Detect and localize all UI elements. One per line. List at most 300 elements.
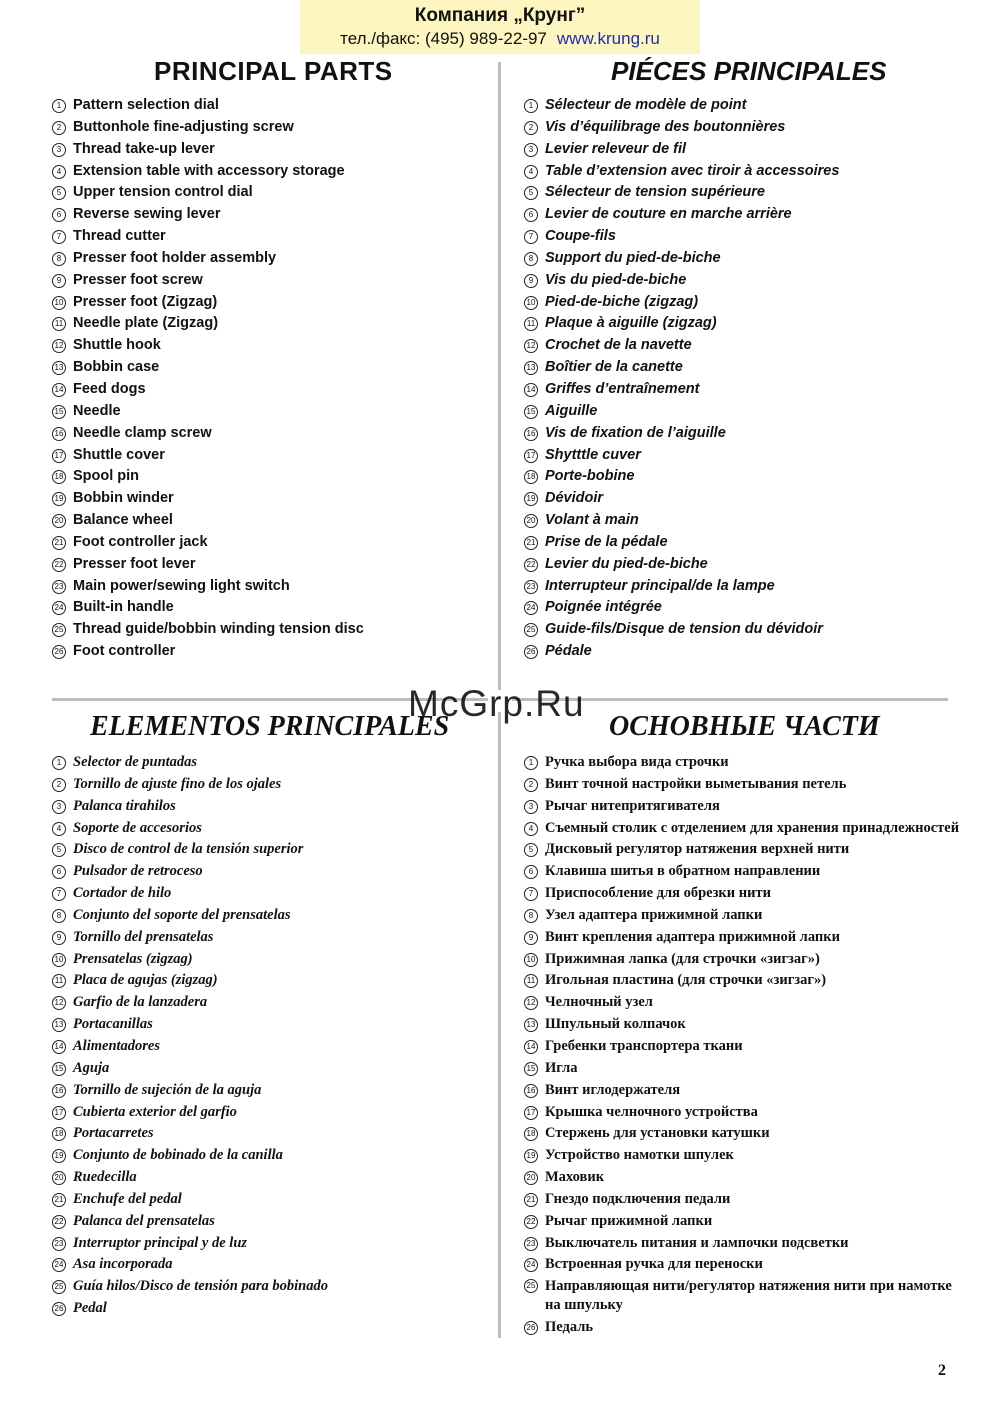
item-label: Palanca tirahilos	[73, 797, 176, 814]
company-contact	[300, 28, 700, 50]
list-item	[52, 270, 364, 292]
item-label: Built-in handle	[73, 599, 174, 616]
list-item	[524, 641, 839, 663]
list-item	[52, 532, 364, 554]
list-item	[52, 839, 328, 861]
list-item	[52, 292, 364, 314]
item-number-badge: 5	[52, 843, 66, 857]
column-divider-bottom	[498, 712, 501, 1338]
item-number-badge: 22	[524, 558, 538, 572]
item-number-badge: 1	[524, 756, 538, 770]
list-item	[52, 1014, 328, 1036]
item-number-badge: 24	[524, 1258, 538, 1272]
list-item	[52, 1080, 328, 1102]
item-number-badge: 11	[52, 974, 66, 988]
list-item	[52, 970, 328, 992]
parts-list-french	[524, 95, 839, 663]
item-number-badge: 1	[524, 99, 538, 113]
item-number-badge: 24	[52, 601, 66, 615]
item-number-badge: 1	[52, 756, 66, 770]
item-number-badge: 3	[52, 800, 66, 814]
list-item	[524, 248, 839, 270]
item-number-badge: 20	[52, 1171, 66, 1185]
item-number-badge: 13	[52, 361, 66, 375]
item-number-badge: 8	[524, 909, 538, 923]
item-number-badge: 15	[524, 1062, 538, 1076]
item-number-badge: 7	[524, 887, 538, 901]
list-item	[524, 905, 954, 927]
list-item	[524, 1189, 954, 1211]
list-item	[524, 1123, 954, 1145]
item-number-badge: 23	[524, 1237, 538, 1251]
item-label: Interrupteur principal/de la lampe	[545, 577, 775, 594]
item-number-badge: 17	[52, 449, 66, 463]
item-number-badge: 26	[524, 1321, 538, 1335]
item-label: Pattern selection dial	[73, 97, 219, 113]
list-item	[52, 992, 328, 1014]
list-item	[52, 576, 364, 598]
item-number-badge: 18	[524, 1127, 538, 1141]
item-number-badge: 21	[524, 536, 538, 550]
list-item	[524, 1036, 954, 1058]
item-label: Vis de fixation de l’aiguille	[545, 424, 726, 441]
parts-list-russian	[524, 752, 960, 1339]
list-item	[524, 752, 954, 774]
list-item	[524, 379, 839, 401]
item-number-badge: 19	[52, 1149, 66, 1163]
list-item	[524, 226, 839, 248]
item-label: Aiguille	[545, 402, 598, 419]
item-number-badge: 20	[524, 1171, 538, 1185]
item-number-badge: 6	[524, 208, 538, 222]
item-label: Рычаг прижимной лапки	[545, 1212, 713, 1229]
item-number-badge: 14	[524, 1040, 538, 1054]
list-item	[52, 95, 364, 117]
list-item	[52, 401, 364, 423]
item-number-badge: 4	[52, 165, 66, 179]
item-label: Guide-fils/Disque de tension du dévidoir	[545, 621, 823, 638]
list-item	[524, 597, 839, 619]
item-label: Presser foot lever	[73, 555, 196, 572]
list-item	[52, 1123, 328, 1145]
item-number-badge: 21	[52, 1193, 66, 1207]
item-label: Tornillo de ajuste fino de los ojales	[73, 775, 282, 792]
item-label: Portacarretes	[73, 1125, 154, 1142]
list-item	[52, 1276, 328, 1298]
list-item	[52, 182, 364, 204]
item-label: Griffes d’entraînement	[545, 380, 700, 397]
list-item	[52, 949, 328, 971]
list-item	[524, 1014, 954, 1036]
item-label: Tornillo de sujeción de la aguja	[73, 1081, 262, 1098]
company-name: Компания „Крунг”	[414, 5, 586, 26]
item-number-badge: 7	[524, 230, 538, 244]
item-label: Pedal	[73, 1300, 107, 1317]
item-label: Spool pin	[73, 468, 140, 485]
item-label: Foot controller jack	[73, 533, 208, 550]
item-number-badge: 23	[524, 580, 538, 594]
list-item	[524, 313, 839, 335]
watermark: McGrp.Ru	[408, 683, 585, 724]
heading-osnovnye-chasti: ОСНОВНЫЕ ЧАСТИ	[609, 711, 880, 742]
item-number-badge: 24	[524, 601, 538, 615]
item-label: Prensatelas (zigzag)	[73, 950, 193, 967]
item-label: Levier de couture en marche arrière	[545, 206, 792, 223]
list-item	[52, 357, 364, 379]
list-item	[52, 619, 364, 641]
item-number-badge: 25	[52, 623, 66, 637]
list-item	[524, 774, 954, 796]
item-number-badge: 5	[524, 843, 538, 857]
list-item	[52, 248, 364, 270]
list-item	[524, 927, 954, 949]
item-label: Crochet de la navette	[545, 337, 692, 354]
item-label: Selector de puntadas	[73, 754, 198, 770]
item-label: Клавиша шитья в обратном направлении	[545, 863, 821, 880]
heading-elementos-principales: ELEMENTOS PRINCIPALES	[90, 711, 450, 742]
list-item	[524, 576, 839, 598]
item-number-badge: 15	[52, 1062, 66, 1076]
list-item	[52, 1233, 328, 1255]
item-number-badge: 8	[524, 252, 538, 266]
item-number-badge: 24	[52, 1258, 66, 1272]
item-label: Винт крепления адаптера прижимной лапки	[545, 928, 840, 945]
item-number-badge: 10	[52, 953, 66, 967]
item-label: Reverse sewing lever	[73, 206, 221, 223]
column-divider-top	[498, 62, 501, 690]
list-item	[524, 1254, 954, 1276]
item-label: Shuttle hook	[73, 337, 161, 354]
list-item	[52, 313, 364, 335]
item-number-badge: 12	[524, 996, 538, 1010]
item-number-badge: 5	[524, 186, 538, 200]
item-label: Ruedecilla	[73, 1169, 137, 1186]
item-label: Выключатель питания и лампочки подсветки	[545, 1234, 849, 1251]
list-item	[52, 883, 328, 905]
list-item	[52, 1298, 328, 1320]
list-item	[52, 1036, 328, 1058]
item-label: Vis d’équilibrage des boutonnières	[545, 118, 786, 135]
item-label: Стержень для установки катушки	[545, 1125, 770, 1142]
item-label: Disco de control de la tensión superior	[73, 841, 304, 858]
item-label: Poignée intégrée	[545, 599, 662, 616]
item-number-badge: 3	[524, 143, 538, 157]
list-item	[524, 1058, 954, 1080]
list-item	[524, 204, 839, 226]
item-label: Presser foot holder assembly	[73, 249, 277, 266]
item-number-badge: 2	[524, 121, 538, 135]
item-label: Coupe-fils	[545, 228, 616, 245]
item-number-badge: 22	[52, 1215, 66, 1229]
item-label: Приспособление для обрезки нити	[545, 885, 771, 902]
item-number-badge: 25	[52, 1280, 66, 1294]
item-number-badge: 11	[524, 317, 538, 331]
item-label: Conjunto del soporte del prensatelas	[73, 906, 291, 923]
item-label: Thread guide/bobbin winding tension disc	[73, 621, 364, 638]
item-label: Челночный узел	[545, 994, 653, 1011]
item-number-badge: 16	[52, 1084, 66, 1098]
list-item	[524, 95, 839, 117]
list-item	[52, 226, 364, 248]
item-label: Aguja	[73, 1059, 110, 1076]
item-label: Встроенная ручка для переноски	[545, 1256, 763, 1273]
list-item	[52, 1145, 328, 1167]
item-label: Гребенки транспортера ткани	[545, 1037, 743, 1054]
item-label: Thread take-up lever	[73, 140, 215, 157]
item-number-badge: 8	[52, 909, 66, 923]
list-item	[524, 401, 839, 423]
list-item	[524, 117, 839, 139]
list-item	[52, 204, 364, 226]
item-number-badge: 10	[524, 296, 538, 310]
item-number-badge: 3	[52, 143, 66, 157]
item-label: Pulsador de retroceso	[73, 863, 203, 880]
item-label: Soporte de accesorios	[73, 819, 202, 836]
item-label: Cubierta exterior del garfio	[73, 1103, 237, 1120]
item-number-badge: 10	[524, 953, 538, 967]
item-label: Шпульный колпачок	[545, 1016, 686, 1033]
item-label: Alimentadores	[73, 1037, 161, 1054]
company-phone: тел./факс: (495) 989-22-97	[340, 29, 547, 48]
list-item	[524, 992, 954, 1014]
item-number-badge: 7	[52, 887, 66, 901]
list-item	[52, 423, 364, 445]
item-number-badge: 16	[52, 427, 66, 441]
item-number-badge: 3	[524, 800, 538, 814]
item-label: Sélecteur de modèle de point	[545, 97, 747, 113]
list-item	[524, 883, 954, 905]
item-number-badge: 2	[52, 121, 66, 135]
item-number-badge: 12	[52, 339, 66, 353]
list-item	[52, 1211, 328, 1233]
item-number-badge: 23	[52, 1237, 66, 1251]
list-item	[52, 379, 364, 401]
list-item	[52, 161, 364, 183]
list-item	[52, 466, 364, 488]
item-label: Vis du pied-de-biche	[545, 271, 687, 288]
item-label: Маховик	[545, 1169, 605, 1186]
list-item	[524, 1211, 954, 1233]
item-number-badge: 5	[52, 186, 66, 200]
item-label: Bobbin winder	[73, 490, 174, 507]
item-number-badge: 7	[52, 230, 66, 244]
item-number-badge: 18	[52, 470, 66, 484]
item-label: Upper tension control dial	[73, 184, 253, 201]
parts-list-spanish	[52, 752, 328, 1320]
item-label: Рычаг нитепритягивателя	[545, 797, 720, 814]
list-item	[524, 357, 839, 379]
item-number-badge: 21	[52, 536, 66, 550]
item-number-badge: 12	[52, 996, 66, 1010]
item-label: Conjunto de bobinado de la canilla	[73, 1147, 283, 1164]
list-item	[52, 554, 364, 576]
item-label: Pied-de-biche (zigzag)	[545, 293, 699, 310]
list-item	[524, 1080, 954, 1102]
item-label: Placa de agujas (zigzag)	[73, 972, 218, 989]
item-label: Dévidoir	[545, 490, 604, 507]
list-item	[52, 905, 328, 927]
list-item	[52, 445, 364, 467]
item-label: Presser foot screw	[73, 271, 203, 288]
item-number-badge: 20	[524, 514, 538, 528]
list-item	[52, 774, 328, 796]
list-item	[52, 796, 328, 818]
item-number-badge: 9	[524, 931, 538, 945]
item-number-badge: 25	[524, 1279, 538, 1293]
company-url[interactable]: www.krung.ru	[556, 29, 660, 48]
list-item	[524, 1145, 954, 1167]
item-number-badge: 1	[52, 99, 66, 113]
item-label: Дисковый регулятор натяжения верхней нити	[545, 841, 850, 858]
item-label: Feed dogs	[73, 380, 146, 397]
list-item	[52, 818, 328, 840]
item-number-badge: 8	[52, 252, 66, 266]
item-number-badge: 13	[52, 1018, 66, 1032]
item-number-badge: 17	[524, 449, 538, 463]
item-number-badge: 23	[52, 580, 66, 594]
item-label: Bobbin case	[73, 359, 160, 376]
item-label: Винт иглодержателя	[545, 1081, 681, 1098]
item-number-badge: 9	[524, 274, 538, 288]
list-item	[524, 839, 954, 861]
item-label: Asa incorporada	[73, 1256, 173, 1273]
item-label: Педаль	[545, 1319, 594, 1336]
item-label: Boîtier de la canette	[545, 359, 683, 376]
list-item	[524, 970, 954, 992]
list-item	[52, 488, 364, 510]
list-item	[524, 1276, 954, 1317]
list-item	[524, 292, 839, 314]
item-number-badge: 25	[524, 623, 538, 637]
list-item	[52, 510, 364, 532]
item-label: Extension table with accessory storage	[73, 162, 345, 179]
item-number-badge: 26	[52, 645, 66, 659]
list-item	[524, 1233, 954, 1255]
item-number-badge: 4	[524, 165, 538, 179]
item-label: Enchufe del pedal	[73, 1190, 182, 1207]
item-number-badge: 6	[52, 865, 66, 879]
item-number-badge: 17	[52, 1106, 66, 1120]
item-label: Buttonhole fine-adjusting screw	[73, 118, 294, 135]
item-number-badge: 6	[52, 208, 66, 222]
item-number-badge: 14	[524, 383, 538, 397]
item-label: Съемный столик с отделением для хранения принадлежностей	[545, 819, 960, 836]
item-label: Volant à main	[545, 512, 639, 529]
item-number-badge: 11	[524, 974, 538, 988]
list-item	[52, 117, 364, 139]
item-number-badge: 15	[524, 405, 538, 419]
list-item	[52, 1102, 328, 1124]
item-label: Table d’extension avec tiroir à accessoires	[545, 162, 840, 179]
item-label: Needle clamp screw	[73, 424, 212, 441]
item-label: Узел адаптера прижимной лапки	[545, 906, 763, 923]
item-label: Porte-bobine	[545, 468, 635, 485]
list-item	[52, 335, 364, 357]
list-item	[52, 641, 364, 663]
heading-principal-parts: PRINCIPAL PARTS	[154, 56, 393, 86]
item-number-badge: 9	[52, 931, 66, 945]
list-item	[52, 1058, 328, 1080]
list-item	[52, 752, 328, 774]
item-number-badge: 2	[524, 778, 538, 792]
list-item	[524, 1167, 954, 1189]
item-label: Cortador de hilo	[73, 885, 172, 902]
list-item	[524, 1317, 954, 1339]
list-item	[52, 1167, 328, 1189]
item-number-badge: 10	[52, 296, 66, 310]
item-label: Balance wheel	[73, 512, 173, 529]
list-item	[524, 818, 960, 840]
item-label: Main power/sewing light switch	[73, 577, 290, 594]
list-item	[524, 619, 839, 641]
item-label: Plaque à aiguille (zigzag)	[545, 315, 717, 332]
list-item	[524, 445, 839, 467]
item-label: Shuttle cover	[73, 446, 165, 463]
parts-list-english	[52, 95, 364, 663]
item-number-badge: 4	[52, 822, 66, 836]
list-item	[524, 335, 839, 357]
list-item	[524, 423, 839, 445]
item-label: Прижимная лапка (для строчки «зигзаг»)	[545, 950, 820, 967]
item-label: Needle plate (Zigzag)	[73, 315, 219, 332]
item-number-badge: 12	[524, 339, 538, 353]
item-number-badge: 11	[52, 317, 66, 331]
list-item	[524, 532, 839, 554]
item-label: Levier du pied-de-biche	[545, 555, 708, 572]
item-number-badge: 22	[52, 558, 66, 572]
item-number-badge: 2	[52, 778, 66, 792]
item-label: Ручка выбора вида строчки	[545, 754, 729, 770]
item-number-badge: 26	[524, 645, 538, 659]
item-label: Levier releveur de fil	[545, 140, 687, 157]
item-number-badge: 4	[524, 822, 538, 836]
item-number-badge: 18	[52, 1127, 66, 1141]
item-label: Pédale	[545, 643, 592, 660]
item-label: Prise de la pédale	[545, 533, 668, 550]
list-item	[524, 488, 839, 510]
list-item	[524, 1102, 954, 1124]
item-label: Thread cutter	[73, 228, 166, 245]
item-number-badge: 18	[524, 470, 538, 484]
list-item	[524, 270, 839, 292]
list-item	[524, 182, 839, 204]
list-item	[524, 510, 839, 532]
list-item	[52, 139, 364, 161]
item-number-badge: 9	[52, 274, 66, 288]
item-number-badge: 19	[524, 492, 538, 506]
list-item	[524, 554, 839, 576]
item-label: Игольная пластина (для строчки «зигзаг»)	[545, 972, 827, 989]
item-number-badge: 20	[52, 514, 66, 528]
item-number-badge: 19	[52, 492, 66, 506]
item-label: Needle	[73, 402, 121, 419]
heading-pieces-principales: PIÉCES PRINCIPALES	[611, 56, 887, 86]
item-label: Support du pied-de-biche	[545, 249, 721, 266]
list-item	[52, 927, 328, 949]
item-label: Garfio de la lanzadera	[73, 994, 208, 1011]
item-number-badge: 6	[524, 865, 538, 879]
item-number-badge: 14	[52, 1040, 66, 1054]
item-label: Sélecteur de tension supérieure	[545, 184, 765, 201]
item-label: Shytttle cuver	[545, 446, 641, 463]
item-number-badge: 26	[52, 1302, 66, 1316]
list-item	[524, 466, 839, 488]
item-label: Направляющая нити/регулятор натяжения нити при намотке на шпульку	[545, 1278, 952, 1314]
item-number-badge: 21	[524, 1193, 538, 1207]
item-label: Крышка челночного устройства	[545, 1103, 758, 1120]
item-label: Portacanillas	[73, 1016, 153, 1033]
item-number-badge: 13	[524, 1018, 538, 1032]
